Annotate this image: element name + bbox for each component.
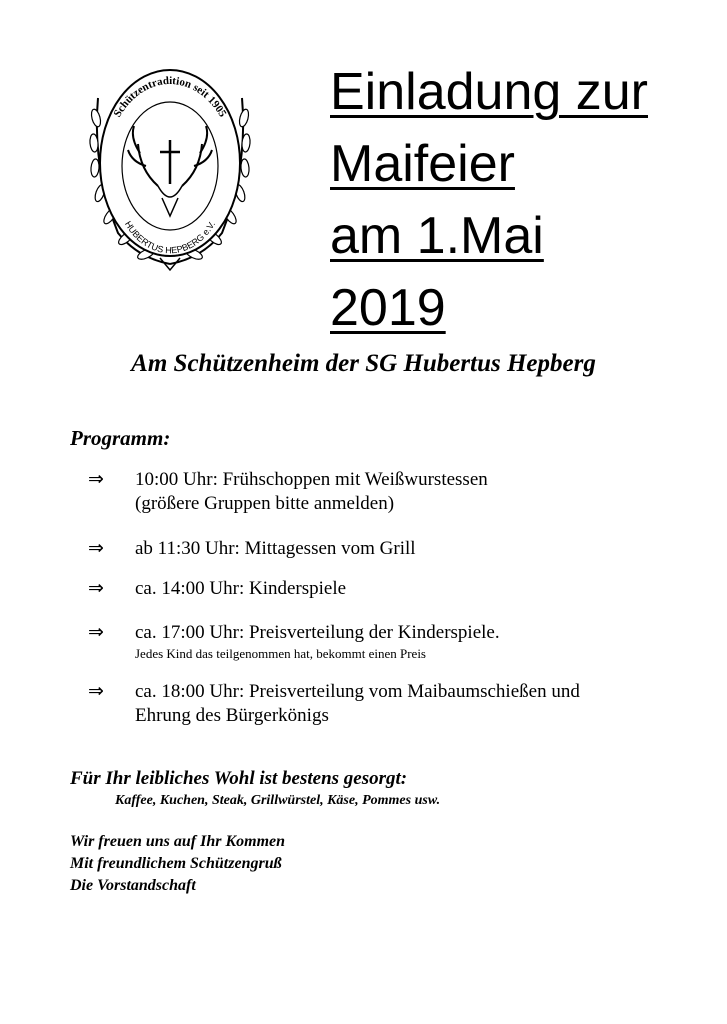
title-line: Einladung zur: [330, 63, 648, 121]
location-subtitle: Am Schützenheim der SG Hubertus Hepberg: [131, 350, 596, 377]
closing-line: Die Vorstandschaft: [70, 877, 196, 894]
closing-line: Wir freuen uns auf Ihr Kommen: [70, 833, 286, 850]
program-item-text: ca. 18:00 Uhr: Preisverteilung vom Maibaumschießen und: [135, 681, 580, 702]
catering-heading: Für Ihr leibliches Wohl ist bestens gesorgt:: [70, 768, 408, 789]
club-emblem: [88, 58, 252, 272]
invitation-title: [330, 56, 720, 344]
arrow-icon: ⇒: [88, 622, 104, 643]
arrow-icon: ⇒: [88, 578, 104, 599]
program-item-text: 10:00 Uhr: Frühschoppen mit Weißwurstessen: [135, 469, 488, 490]
program-item-text: ca. 17:00 Uhr: Preisverteilung der Kinderspiele.: [135, 622, 500, 643]
arrow-icon: ⇒: [88, 538, 104, 559]
program-item-text: ca. 14:00 Uhr: Kinderspiele: [135, 578, 347, 599]
arrow-icon: ⇒: [88, 681, 104, 702]
program-item-text: ab 11:30 Uhr: Mittagessen vom Grill: [135, 538, 416, 559]
title-line: Maifeier: [330, 135, 515, 193]
program-item-small-note: Jedes Kind das teilgenommen hat, bekommt einen Preis: [135, 646, 426, 661]
title-line: 2019: [330, 279, 446, 337]
program-heading: Programm:: [70, 426, 171, 450]
closing-line: Mit freundlichem Schützengruß: [70, 855, 282, 872]
program-item-note: Ehrung des Bürgerkönigs: [135, 705, 329, 726]
title-line: am 1.Mai: [330, 207, 544, 265]
arrow-icon: ⇒: [88, 469, 104, 490]
svg-text:Schützentradition seit 1905: Schützentradition seit 1905: [111, 74, 229, 120]
closing-block: [70, 831, 285, 897]
program-item-note: (größere Gruppen bitte anmelden): [135, 493, 395, 514]
svg-text:HUBERTUS HEPBERG e.V.: HUBERTUS HEPBERG e.V.: [122, 219, 218, 256]
catering-list: Kaffee, Kuchen, Steak, Grillwürstel, Käse, Pommes usw.: [115, 793, 441, 808]
